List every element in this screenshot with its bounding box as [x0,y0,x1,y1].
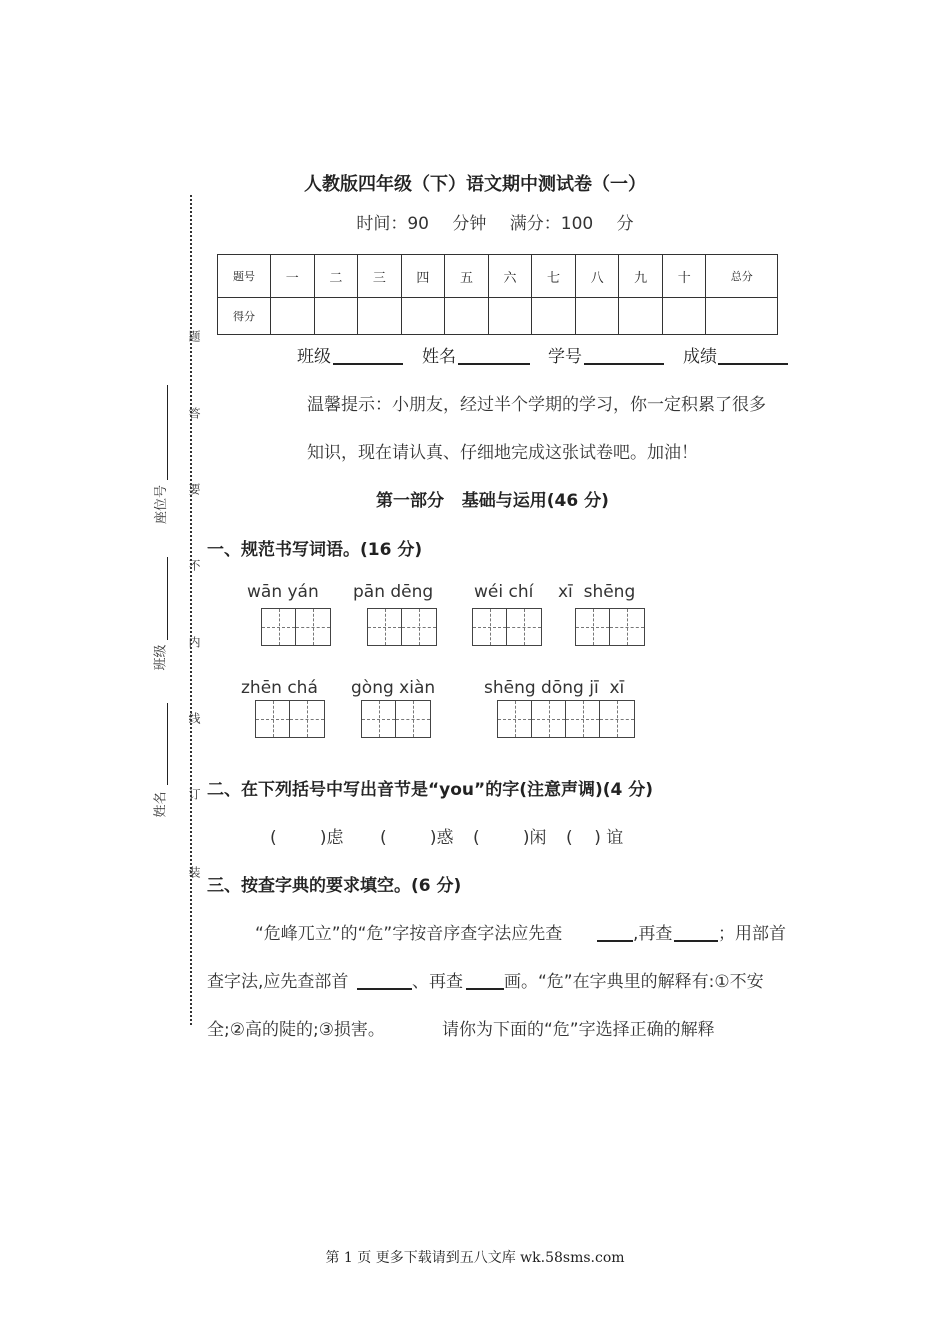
class-field[interactable] [333,363,403,365]
margin-char-2: 答 [187,407,201,419]
score-cell[interactable] [401,298,445,335]
table-row [218,298,778,335]
col-header: 一 [271,255,315,298]
exam-subtitle: 时间：90 分钟 满分：100 分 [356,214,634,234]
q2-heading: 二、在下列括号中写出音节是“you”的字(注意声调)(4 分) [207,780,654,800]
pinyin-2: pān dēng [353,582,434,602]
class-label: 班级 [153,644,169,671]
part1-title: 第一部分 基础与运用(46 分) [376,491,609,511]
class-field-label: 班级 [297,347,331,367]
name-field[interactable] [458,363,530,365]
col-header: 八 [575,255,619,298]
q2-item-3[interactable]: ( )闲 [473,828,547,848]
writing-grid-4[interactable] [575,608,645,646]
seat-number-line[interactable] [167,385,168,480]
student-id-field[interactable] [584,363,664,365]
writing-grid-3[interactable] [472,608,542,646]
col-header: 三 [358,255,402,298]
score-table [217,254,778,335]
score-cell[interactable] [445,298,489,335]
margin-char-7: 订 [187,788,201,800]
page-footer: 第 1 页 更多下载请到五八文库 wk.58sms.com [325,1250,625,1266]
row-label-question: 题号 [218,255,271,298]
name-field-label: 姓名 [422,347,456,367]
q1-heading: 一、规范书写词语。(16 分) [207,540,423,560]
binding-dotted-line [190,195,192,1025]
col-header: 六 [488,255,532,298]
q3-heading: 三、按查字典的要求填空。(6 分) [207,876,462,896]
col-header: 七 [532,255,576,298]
score-cell[interactable] [488,298,532,335]
margin-char-5: 内 [187,636,201,648]
q3-blank-2[interactable] [674,940,718,942]
score-cell[interactable] [271,298,315,335]
q3-line1-part2: ,再查 [633,924,673,944]
table-row [218,255,778,298]
q3-blank-1[interactable] [597,940,633,942]
col-header: 九 [619,255,663,298]
margin-char-4: 不 [187,559,201,571]
score-field[interactable] [718,363,788,365]
name-line[interactable] [167,703,168,785]
pinyin-6: gòng xiàn [351,678,436,698]
score-field-label: 成绩 [683,347,717,367]
q3-blank-4[interactable] [466,988,504,990]
pinyin-5: zhēn chá [241,678,318,698]
q3-blank-3[interactable] [357,988,412,990]
id-field-label: 学号 [548,347,582,367]
writing-grid-5[interactable] [255,700,325,738]
margin-char-6: 线 [187,712,201,724]
col-header-total: 总分 [706,255,778,298]
margin-char-8: 装 [187,866,201,878]
q3-line2-part2: 、再查 [412,972,463,992]
writing-grid-1[interactable] [261,608,331,646]
col-header: 二 [314,255,358,298]
margin-char-3: 要 [187,483,201,495]
pinyin-3: wéi chí [474,582,534,602]
col-header: 五 [445,255,489,298]
col-header: 十 [662,255,706,298]
score-cell[interactable] [314,298,358,335]
class-line[interactable] [167,557,168,640]
pinyin-1: wān yán [247,582,319,602]
score-cell[interactable] [532,298,576,335]
margin-char-1: 题 [187,330,201,342]
q3-line3-part2: 请你为下面的“危”字选择正确的解释 [442,1020,715,1040]
col-header: 四 [401,255,445,298]
seat-number-label: 座位号 [154,484,170,525]
score-cell[interactable] [619,298,663,335]
tip-line-2: 知识，现在请认真、仔细地完成这张试卷吧。加油！ [307,443,698,463]
writing-grid-6[interactable] [361,700,431,738]
q3-line1-part3: ；用部首 [718,924,786,944]
tip-line-1: 温馨提示：小朋友，经过半个学期的学习，你一定积累了很多 [307,395,766,415]
writing-grid-2[interactable] [367,608,437,646]
q2-item-1[interactable]: ( )虑 [270,828,344,848]
row-label-score: 得分 [218,298,271,335]
q3-line2-part3: 画。“危”在字典里的解释有:①不安 [504,972,764,992]
pinyin-4: xī shēng [558,582,636,602]
q2-item-2[interactable]: ( )惑 [380,828,454,848]
pinyin-7: shēng dōng jī xī [484,678,625,698]
q3-line3-part1: 全;②高的陡的;③损害。 [207,1020,385,1040]
exam-title: 人教版四年级（下）语文期中测试卷（一） [304,174,646,195]
q2-item-4[interactable]: ( ) 谊 [566,828,624,848]
name-label: 姓名 [153,791,169,818]
score-cell[interactable] [662,298,706,335]
score-cell[interactable] [358,298,402,335]
q3-line1-part1: “危峰兀立”的“危”字按音序查字法应先查 [255,924,563,944]
writing-grid-7[interactable] [497,700,635,738]
score-cell[interactable] [575,298,619,335]
score-cell[interactable] [706,298,778,335]
q3-line2-part1: 查字法,应先查部首 [207,972,349,992]
